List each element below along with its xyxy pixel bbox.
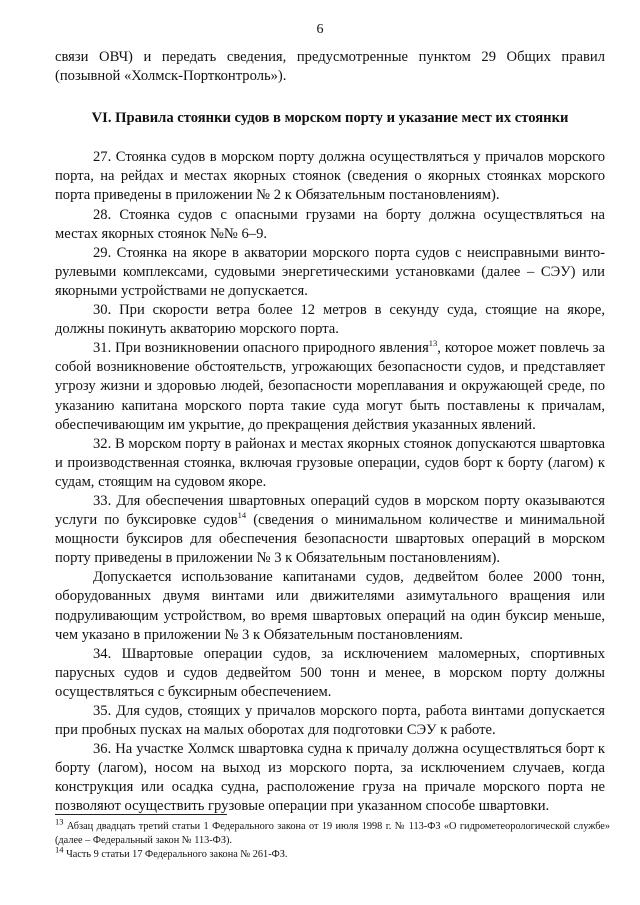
paragraph-27: 27. Стоянка судов в морском порту должна осуществляться у причалов морского порта, на рейдах и местах якорных стоянок (сведения о якорных стоянках морского порта приведены в приложении № 2 к Обязательным постановлениям). bbox=[55, 149, 605, 204]
footnote-13-number: 13 bbox=[55, 816, 64, 827]
paragraph-35: 35. Для судов, стоящих у причалов морского порта, работа винтами допускается при пробных пусках на малых оборотах для подготовки СЭУ к работе. bbox=[55, 703, 605, 739]
footnote-13 bbox=[55, 816, 611, 848]
page-number: 6 bbox=[316, 22, 324, 37]
footnote-13-text: Абзац двадцать третий статьи 1 Федерального закона от 19 июля 1998 г. № 113-ФЗ «О гидрометеорологической службе» (далее – Федеральный закон № 113-ФЗ). bbox=[55, 821, 611, 846]
body-text bbox=[55, 48, 605, 817]
footnote-14-text: Часть 9 статьи 17 Федерального закона № 261-ФЗ. bbox=[66, 849, 288, 860]
footnote-ref-13: 13 bbox=[428, 338, 438, 349]
footnote-14-number: 14 bbox=[55, 844, 64, 855]
paragraph-29: 29. Стоянка на якоре в акватории морского порта судов с неисправными винто-рулевыми комплексами, судовыми энергетическими установками (далее – СЭУ) или якорными устройствами не допускается. bbox=[55, 244, 605, 299]
paragraph-31-start: 31. При возникновении опасного природного явления bbox=[93, 340, 429, 357]
paragraph-33-start: 33. Для обеспечения швартовных операций судов в морском порту оказываются услуги по буксировке судов bbox=[55, 492, 605, 529]
paragraph-36: 36. На участке Холмск швартовка судна к причалу должна осуществляться борт к борту (лагом), носом на выход из морского порта, за исключением случаев, когда конструкция или осадка судна, расположение груза на причале морского порта не позволяют осуществить грузовые операции при указанном способе швартовки. bbox=[55, 741, 605, 815]
paragraph-33 bbox=[55, 492, 605, 568]
footnote-14 bbox=[55, 844, 610, 862]
footnotes bbox=[55, 816, 611, 862]
paragraph-28: 28. Стоянка судов с опасными грузами на борту должна осуществляться на местах якорных стоянок №№ 6–9. bbox=[55, 206, 605, 242]
paragraph-32: 32. В морском порту в районах и местах якорных стоянок допускаются швартовка и производственная стоянка, включая грузовые операции, судов борт к борту (лагом) к судам, стоящим на судовом якоре. bbox=[55, 435, 605, 490]
paragraph-34: 34. Швартовые операции судов, за исключением маломерных, спортивных парусных судов и судов дедвейтом 500 тонн и менее, в морском порту должны осуществляться с буксирным обеспечением. bbox=[55, 645, 605, 700]
paragraph-33-end: (сведения о минимальном количестве и минимальной мощности буксиров для обеспечения безопасности швартовых операций в морском порту приведены в приложении № 3 к Обязательным постановлениям). bbox=[55, 512, 605, 567]
intro-paragraph: связи ОВЧ) и передать сведения, предусмотренные пунктом 29 Общих правил (позывной «Холмск-Портконтроль»). bbox=[55, 49, 605, 85]
footnote-divider bbox=[55, 814, 227, 815]
paragraph-31-end: , которое может повлечь за собой возникновение обстоятельств, угрожающих безопасности судов, и представляет угрозу жизни и здоровью людей, безопасности мореплавания и окружающей среде, по указанию капитана морского порта такие суда могут быть поставлены к причалам, обеспечивающим им укрытие, до прекращения действия указанных явлений. bbox=[55, 340, 605, 433]
section-heading: VI. Правила стоянки судов в морском порту и указание мест их стоянки bbox=[91, 110, 569, 127]
paragraph-31 bbox=[55, 339, 605, 434]
paragraph-33-continued: Допускается использование капитанами судов, дедвейтом более 2000 тонн, оборудованных двумя винтами или движителями азимутального вращения или подруливающим устройством, во время швартовых операций на один буксир меньше, чем указано в приложении № 3 к Обязательным постановлениям. bbox=[55, 569, 605, 643]
paragraph-30: 30. При скорости ветра более 12 метров в секунду суда, стоящие на якоре, должны покинуть акваторию морского порта. bbox=[55, 302, 605, 338]
footnote-ref-14: 14 bbox=[237, 510, 247, 521]
